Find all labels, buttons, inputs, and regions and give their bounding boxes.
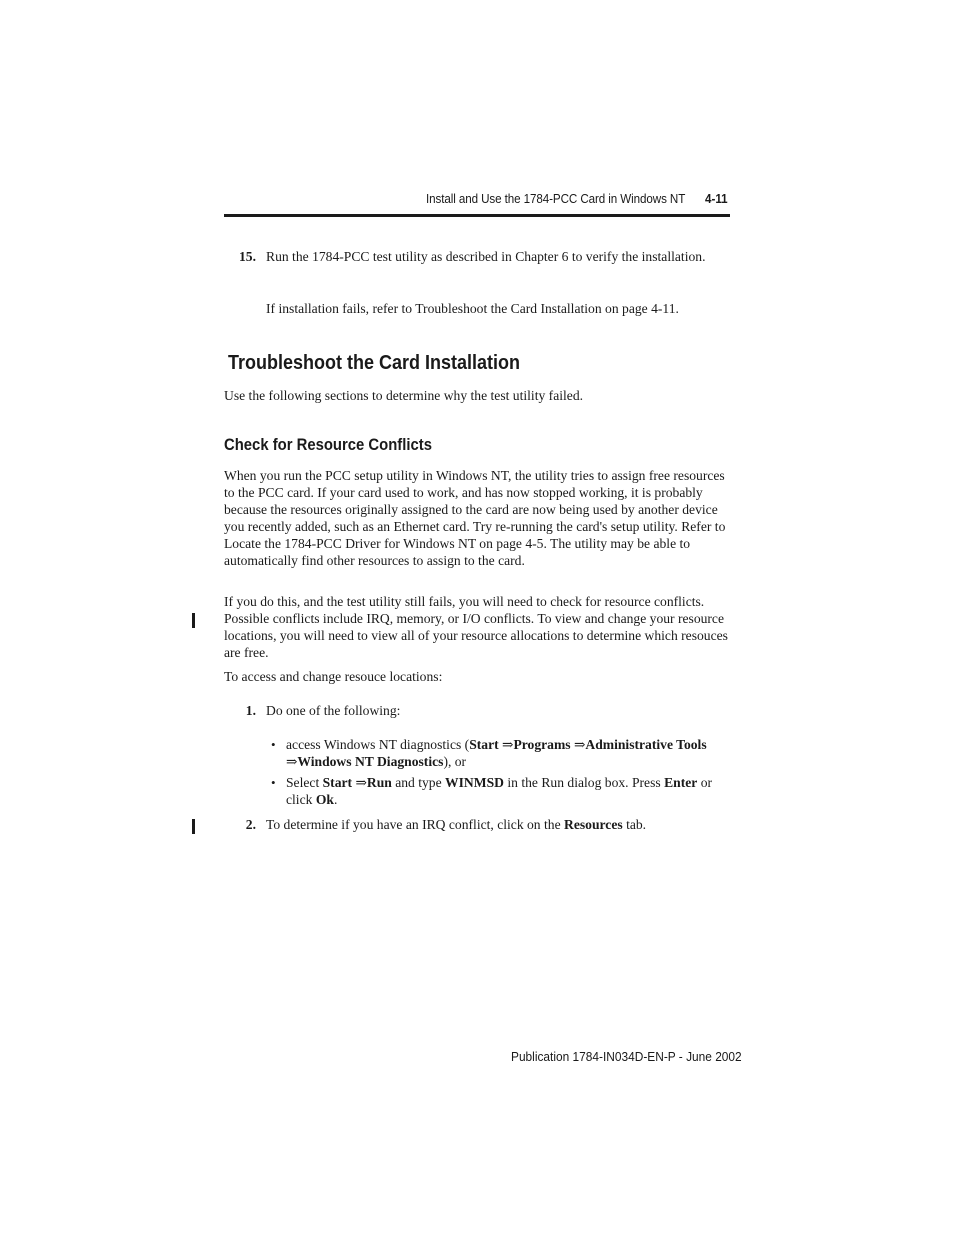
button-ok: Ok (315, 792, 334, 807)
paragraph-resource-conflicts: If you do this, and the test utility still fails, you will need to check for resource conflicts. Possible conflicts include IRQ, memory, or I/O conflicts. To view and change your resource locations, you will need to view all of your resource allocations to determine which resouces are free. (224, 594, 728, 660)
menu-programs: Programs (513, 737, 571, 752)
step-15-fail-note: If installation fails, refer to Troubleshoot the Card Installation on page 4-11. (266, 301, 679, 316)
paragraph-resource-assignment: When you run the PCC setup utility in Windows NT, the utility tries to assign free resources to the PCC card. If your card used to work, and has now stopped working, it is probably because the resources originally assigned to the card are now being used by another device you recently added, such as an Ethernet card. Try re-running the card's setup utility. Refer to Locate the 1784-PCC Driver for Windows NT on page 4-5. The utility may be able to automatically find other resources to assign to the card. (224, 468, 726, 568)
change-bar (192, 613, 195, 628)
bullet-2-prefix: Select (286, 775, 323, 790)
step-15-text: Run the 1784-PCC test utility as described in Chapter 6 to verify the installation. (266, 249, 706, 264)
arrow-icon: ⇒ (498, 737, 514, 752)
bullet-1-suffix: ), or (443, 754, 467, 769)
page-number: 4-11 (705, 192, 728, 206)
publication-footer: Publication 1784-IN034D-EN-P - June 2002 (511, 1049, 742, 1064)
step-1-text: Do one of the following: (266, 703, 401, 718)
arrow-icon: ⇒ (570, 737, 586, 752)
menu-run: Run (366, 775, 392, 790)
bullet-2-text: and type (391, 775, 446, 790)
bullet-marker: • (271, 737, 276, 752)
step-2-text (266, 816, 646, 833)
step-15-number: 15. (239, 249, 256, 264)
bullet-2-suffix: . (333, 792, 338, 807)
menu-administrative-tools: Administrative Tools (585, 737, 707, 752)
subsection-heading: Check for Resource Conflicts (224, 436, 432, 454)
running-header-title: Install and Use the 1784-PCC Card in Windows NT (426, 192, 686, 206)
step-2-suffix: tab. (622, 817, 647, 832)
step-2-prefix: To determine if you have an IRQ conflict, click on the (266, 817, 565, 832)
arrow-icon: ⇒ (352, 775, 367, 790)
bullet-marker: • (271, 775, 276, 790)
bullet-2-text: or click (286, 775, 713, 807)
bullet-winmsd (286, 774, 726, 808)
section-heading: Troubleshoot the Card Installation (228, 352, 521, 374)
menu-windows-nt-diagnostics: Windows NT Diagnostics (297, 754, 444, 769)
step-2-number: 2. (245, 817, 256, 832)
menu-start: Start (469, 737, 499, 752)
bullet-1-prefix: access Windows NT diagnostics ( (286, 737, 470, 752)
tab-resources: Resources (564, 817, 623, 832)
header-rule (224, 214, 730, 217)
step-1-number: 1. (245, 703, 256, 718)
bullet-nt-diagnostics (286, 736, 726, 770)
bullet-2-text: in the Run dialog box. Press (503, 775, 665, 790)
command-winmsd: WINMSD (445, 775, 504, 790)
section-intro: Use the following sections to determine why the test utility failed. (224, 388, 584, 403)
paragraph-access-intro: To access and change resouce locations: (224, 669, 443, 684)
arrow-icon: ⇒ (286, 754, 298, 769)
change-bar (192, 819, 195, 834)
menu-start: Start (322, 775, 353, 790)
key-enter: Enter (664, 775, 698, 790)
